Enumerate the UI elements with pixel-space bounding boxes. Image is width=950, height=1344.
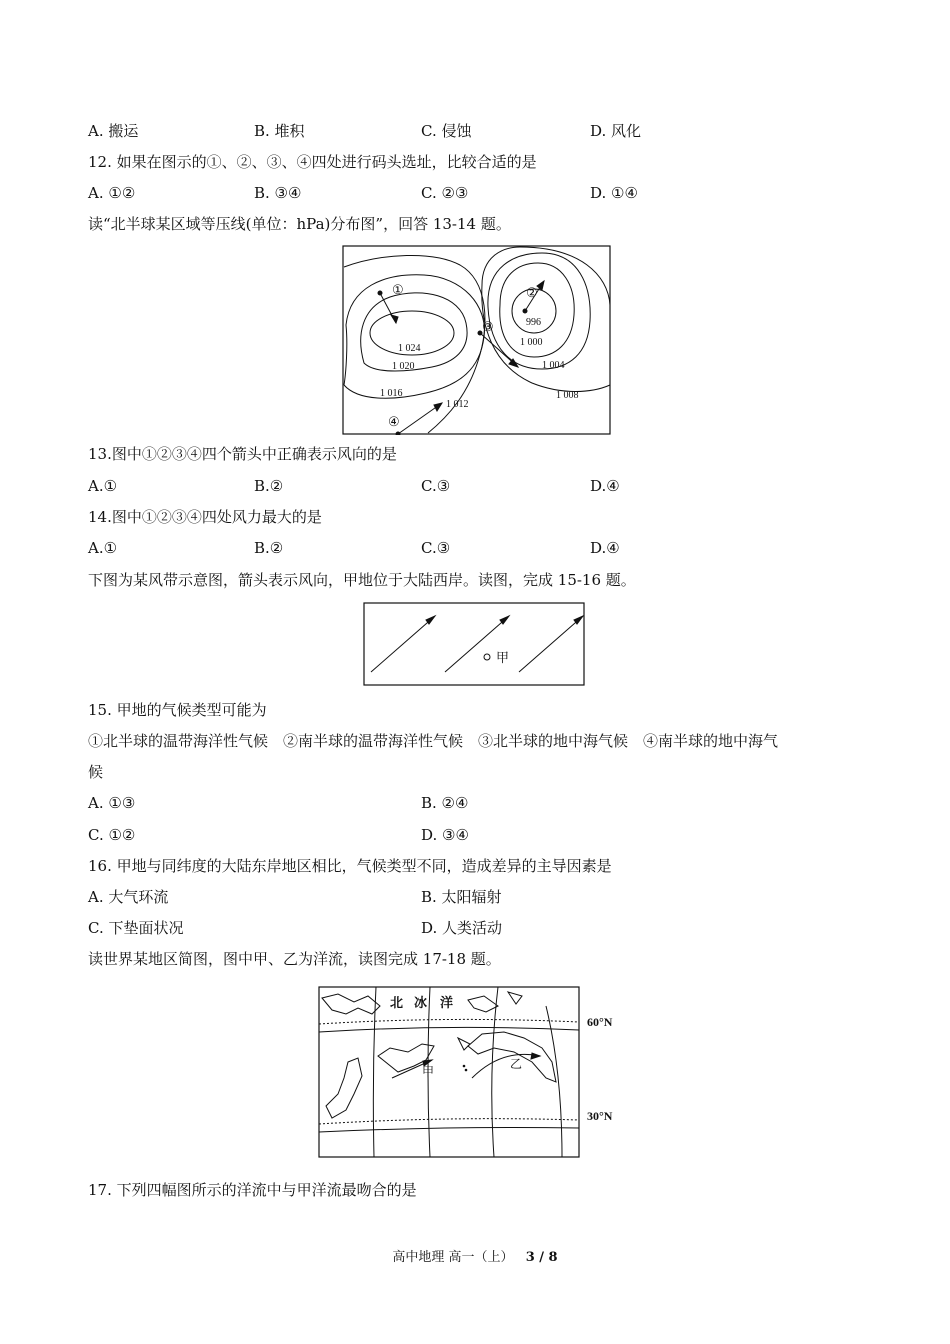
q15-option-a[interactable]: A. ①③ xyxy=(88,794,136,812)
q16-option-b[interactable]: B. 太阳辐射 xyxy=(421,888,502,906)
q11-option-a[interactable]: A. 搬运 xyxy=(88,122,139,140)
q16-option-c[interactable]: C. 下垫面状况 xyxy=(88,919,184,937)
q12-option-b[interactable]: B. ③④ xyxy=(254,184,302,202)
location-jia: 甲 xyxy=(496,650,510,665)
marker-3: ③ xyxy=(482,319,494,334)
isobar-label: 1 012 xyxy=(446,399,469,410)
label-yang: 洋 xyxy=(440,995,454,1010)
isobar-label: 1 004 xyxy=(542,360,565,371)
q13-stem: 13.图中①②③④四个箭头中正确表示风向的是 xyxy=(88,445,397,463)
q14-option-d[interactable]: D.④ xyxy=(590,539,620,557)
marker-4: ④ xyxy=(388,414,400,429)
q15-option-c[interactable]: C. ①② xyxy=(88,826,136,844)
q11-option-d[interactable]: D. 风化 xyxy=(590,122,642,140)
q16-option-a[interactable]: A. 大气环流 xyxy=(88,888,169,906)
q12-option-c[interactable]: C. ②③ xyxy=(421,184,469,202)
q12-stem: 12. 如果在图示的①、②、③、④四处进行码头选址，比较合适的是 xyxy=(88,153,537,171)
isobar-label: 996 xyxy=(526,317,541,328)
isobar-label: 1 016 xyxy=(380,388,403,399)
q15-option-b[interactable]: B. ②④ xyxy=(421,794,469,812)
page-number: 3 / 8 xyxy=(525,1250,558,1265)
intro-17-18: 读世界某地区简图，图中甲、乙为洋流，读图完成 17-18 题。 xyxy=(88,950,501,968)
q17-stem: 17. 下列四幅图所示的洋流中与甲洋流最吻合的是 xyxy=(88,1181,417,1199)
isobar-map xyxy=(342,245,612,435)
q15-items-wrap: 候 xyxy=(88,763,104,781)
page-footer xyxy=(0,1246,950,1265)
isobar-label: 1 000 xyxy=(520,337,543,348)
q15-option-d[interactable]: D. ③④ xyxy=(421,826,469,844)
intro-15-16: 下图为某风带示意图，箭头表示风向，甲地位于大陆西岸。读图，完成 15-16 题。 xyxy=(88,571,636,589)
q11-option-c[interactable]: C. 侵蚀 xyxy=(421,122,472,140)
q11-option-b[interactable]: B. 堆积 xyxy=(254,122,305,140)
wind-belt-map xyxy=(363,602,585,686)
label-bei: 北 xyxy=(390,995,404,1010)
q13-option-d[interactable]: D.④ xyxy=(590,477,620,495)
current-yi: 乙 xyxy=(510,1057,523,1071)
q13-option-c[interactable]: C.③ xyxy=(421,477,451,495)
marker-2: ② xyxy=(526,285,538,300)
q15-stem: 15. 甲地的气候类型可能为 xyxy=(88,701,267,719)
intro-13-14: 读“北半球某区域等压线(单位：hPa)分布图”，回答 13-14 题。 xyxy=(88,215,511,233)
isobar-label: 1 008 xyxy=(556,390,579,401)
label-60n: 60°N xyxy=(587,1015,613,1029)
q13-option-a[interactable]: A.① xyxy=(88,477,118,495)
current-jia: 甲 xyxy=(422,1065,435,1079)
q14-option-c[interactable]: C.③ xyxy=(421,539,451,557)
isobar-label: 1 020 xyxy=(392,361,415,372)
isobar-label: 1 024 xyxy=(398,343,421,354)
marker-1: ① xyxy=(392,282,404,297)
q12-option-d[interactable]: D. ①④ xyxy=(590,184,638,202)
label-30n: 30°N xyxy=(587,1109,613,1123)
q12-option-a[interactable]: A. ①② xyxy=(88,184,136,202)
label-bing: 冰 xyxy=(414,995,428,1010)
q14-stem: 14.图中①②③④四处风力最大的是 xyxy=(88,508,322,526)
q13-option-b[interactable]: B.② xyxy=(254,477,284,495)
q16-stem: 16. 甲地与同纬度的大陆东岸地区相比，气候类型不同，造成差异的主导因素是 xyxy=(88,857,612,875)
footer-text: 高中地理 高一（上） xyxy=(392,1250,514,1265)
q16-option-d[interactable]: D. 人类活动 xyxy=(421,919,503,937)
q15-items: ①北半球的温带海洋性气候 ②南半球的温带海洋性气候 ③北半球的地中海气候 ④南半球的地中海气 xyxy=(88,732,779,750)
q14-option-b[interactable]: B.② xyxy=(254,539,284,557)
q14-option-a[interactable]: A.① xyxy=(88,539,118,557)
ocean-current-map xyxy=(318,986,628,1158)
